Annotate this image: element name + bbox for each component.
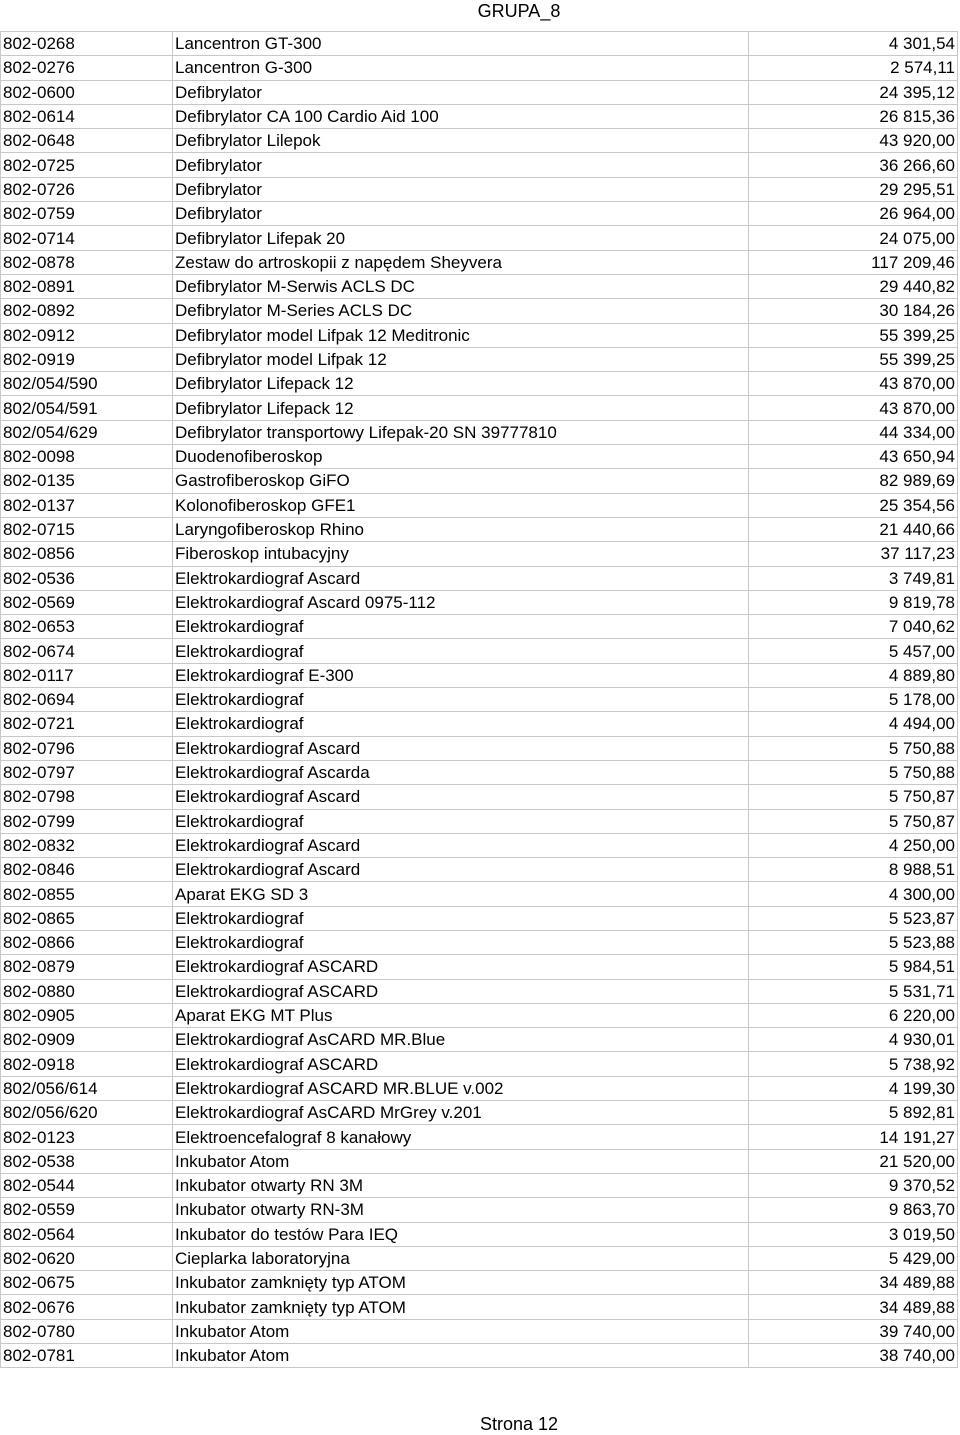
item-code: 802-0796 xyxy=(1,736,173,760)
item-price: 30 184,26 xyxy=(749,299,958,323)
item-price: 44 334,00 xyxy=(749,420,958,444)
item-price: 21 440,66 xyxy=(749,517,958,541)
item-name: Inkubator otwarty RN-3M xyxy=(173,1198,749,1222)
item-name: Elektrokardiograf xyxy=(173,639,749,663)
table-row xyxy=(1,1003,958,1027)
item-code: 802-0726 xyxy=(1,177,173,201)
item-code: 802-0098 xyxy=(1,445,173,469)
item-code: 802-0856 xyxy=(1,542,173,566)
table-row xyxy=(1,420,958,444)
item-code: 802-0569 xyxy=(1,590,173,614)
item-price: 6 220,00 xyxy=(749,1003,958,1027)
item-name: Defibrylator Lifepak 20 xyxy=(173,226,749,250)
table-row xyxy=(1,226,958,250)
item-code: 802-0276 xyxy=(1,56,173,80)
item-name: Lancentron G-300 xyxy=(173,56,749,80)
table-row xyxy=(1,736,958,760)
item-name: Duodenofiberoskop xyxy=(173,445,749,469)
item-price: 3 749,81 xyxy=(749,566,958,590)
item-name: Inkubator otwarty RN 3M xyxy=(173,1173,749,1197)
table-row xyxy=(1,347,958,371)
item-price: 39 740,00 xyxy=(749,1319,958,1343)
item-name: Fiberoskop intubacyjny xyxy=(173,542,749,566)
table-row xyxy=(1,1052,958,1076)
item-name: Defibrylator xyxy=(173,153,749,177)
item-name: Aparat EKG SD 3 xyxy=(173,882,749,906)
table-row xyxy=(1,250,958,274)
page-header xyxy=(0,0,960,22)
inventory-table xyxy=(0,31,958,1368)
item-name: Defibrylator Lilepok xyxy=(173,129,749,153)
table-row xyxy=(1,1076,958,1100)
item-code: 802-0538 xyxy=(1,1149,173,1173)
item-name: Inkubator Atom xyxy=(173,1344,749,1368)
item-price: 5 457,00 xyxy=(749,639,958,663)
item-name: Inkubator zamknięty typ ATOM xyxy=(173,1295,749,1319)
item-price: 36 266,60 xyxy=(749,153,958,177)
table-row xyxy=(1,1173,958,1197)
item-code: 802-0846 xyxy=(1,858,173,882)
item-price: 14 191,27 xyxy=(749,1125,958,1149)
item-name: Elektroencefalograf 8 kanałowy xyxy=(173,1125,749,1149)
item-price: 4 494,00 xyxy=(749,712,958,736)
item-code: 802-0600 xyxy=(1,80,173,104)
item-name: Elektrokardiograf xyxy=(173,930,749,954)
table-row xyxy=(1,396,958,420)
item-price: 29 295,51 xyxy=(749,177,958,201)
table-row xyxy=(1,1149,958,1173)
item-code: 802-0866 xyxy=(1,930,173,954)
item-code: 802/054/590 xyxy=(1,372,173,396)
item-price: 5 750,88 xyxy=(749,760,958,784)
table-row xyxy=(1,542,958,566)
item-code: 802-0799 xyxy=(1,809,173,833)
item-name: Elektrokardiograf ASCARD xyxy=(173,955,749,979)
item-name: Elektrokardiograf xyxy=(173,712,749,736)
item-price: 26 964,00 xyxy=(749,202,958,226)
page-footer xyxy=(0,1413,960,1435)
item-code: 802-0614 xyxy=(1,104,173,128)
item-name: Zestaw do artroskopii z napędem Sheyvera xyxy=(173,250,749,274)
item-code: 802-0880 xyxy=(1,979,173,1003)
item-code: 802-0759 xyxy=(1,202,173,226)
item-price: 5 984,51 xyxy=(749,955,958,979)
item-name: Elektrokardiograf xyxy=(173,615,749,639)
item-code: 802-0919 xyxy=(1,347,173,371)
table-row xyxy=(1,32,958,56)
item-price: 117 209,46 xyxy=(749,250,958,274)
item-price: 9 863,70 xyxy=(749,1198,958,1222)
table-row xyxy=(1,274,958,298)
item-code: 802-0832 xyxy=(1,833,173,857)
item-price: 21 520,00 xyxy=(749,1149,958,1173)
item-name: Defibrylator model Lifpak 12 xyxy=(173,347,749,371)
item-name: Elektrokardiograf Ascard xyxy=(173,858,749,882)
item-price: 55 399,25 xyxy=(749,347,958,371)
item-name: Elektrokardiograf Ascard xyxy=(173,785,749,809)
item-code: 802-0714 xyxy=(1,226,173,250)
item-price: 37 117,23 xyxy=(749,542,958,566)
item-name: Elektrokardiograf AsCARD MR.Blue xyxy=(173,1028,749,1052)
table-row xyxy=(1,882,958,906)
item-name: Kolonofiberoskop GFE1 xyxy=(173,493,749,517)
table-row xyxy=(1,809,958,833)
item-name: Elektrokardiograf Ascard xyxy=(173,566,749,590)
table-row xyxy=(1,955,958,979)
item-price: 43 870,00 xyxy=(749,372,958,396)
item-code: 802-0544 xyxy=(1,1173,173,1197)
table-row xyxy=(1,202,958,226)
table-row xyxy=(1,566,958,590)
item-price: 4 301,54 xyxy=(749,32,958,56)
item-name: Elektrokardiograf ASCARD xyxy=(173,1052,749,1076)
item-name: Laryngofiberoskop Rhino xyxy=(173,517,749,541)
item-code: 802-0798 xyxy=(1,785,173,809)
item-price: 9 370,52 xyxy=(749,1173,958,1197)
item-price: 5 531,71 xyxy=(749,979,958,1003)
item-code: 802-0135 xyxy=(1,469,173,493)
table-row xyxy=(1,858,958,882)
item-code: 802-0123 xyxy=(1,1125,173,1149)
item-code: 802-0780 xyxy=(1,1319,173,1343)
item-price: 5 738,92 xyxy=(749,1052,958,1076)
item-name: Defibrylator M-Serwis ACLS DC xyxy=(173,274,749,298)
item-price: 8 988,51 xyxy=(749,858,958,882)
item-code: 802-0721 xyxy=(1,712,173,736)
table-row xyxy=(1,590,958,614)
item-name: Defibrylator Lifepack 12 xyxy=(173,396,749,420)
table-row xyxy=(1,639,958,663)
item-code: 802-0559 xyxy=(1,1198,173,1222)
item-name: Elektrokardiograf Ascard xyxy=(173,833,749,857)
item-code: 802-0797 xyxy=(1,760,173,784)
table-row xyxy=(1,1344,958,1368)
item-price: 5 523,87 xyxy=(749,906,958,930)
item-name: Elektrokardiograf Ascard 0975-112 xyxy=(173,590,749,614)
item-code: 802-0137 xyxy=(1,493,173,517)
item-name: Elektrokardiograf xyxy=(173,906,749,930)
item-price: 5 750,87 xyxy=(749,809,958,833)
item-price: 4 199,30 xyxy=(749,1076,958,1100)
item-code: 802-0564 xyxy=(1,1222,173,1246)
item-name: Aparat EKG MT Plus xyxy=(173,1003,749,1027)
item-code: 802-0676 xyxy=(1,1295,173,1319)
item-name: Elektrokardiograf Ascarda xyxy=(173,760,749,784)
table-row xyxy=(1,1271,958,1295)
table-row xyxy=(1,712,958,736)
item-price: 9 819,78 xyxy=(749,590,958,614)
table-row xyxy=(1,615,958,639)
item-code: 802/056/620 xyxy=(1,1101,173,1125)
item-price: 43 870,00 xyxy=(749,396,958,420)
item-name: Lancentron GT-300 xyxy=(173,32,749,56)
item-name: Defibrylator model Lifpak 12 Meditronic xyxy=(173,323,749,347)
item-code: 802-0865 xyxy=(1,906,173,930)
table-row xyxy=(1,445,958,469)
item-code: 802-0620 xyxy=(1,1246,173,1270)
item-name: Elektrokardiograf AsCARD MrGrey v.201 xyxy=(173,1101,749,1125)
item-price: 55 399,25 xyxy=(749,323,958,347)
item-price: 43 650,94 xyxy=(749,445,958,469)
item-code: 802-0918 xyxy=(1,1052,173,1076)
item-price: 4 930,01 xyxy=(749,1028,958,1052)
table-row xyxy=(1,930,958,954)
item-price: 25 354,56 xyxy=(749,493,958,517)
item-price: 26 815,36 xyxy=(749,104,958,128)
item-code: 802-0781 xyxy=(1,1344,173,1368)
item-code: 802-0715 xyxy=(1,517,173,541)
item-name: Inkubator zamknięty typ ATOM xyxy=(173,1271,749,1295)
item-name: Defibrylator xyxy=(173,177,749,201)
table-row xyxy=(1,1125,958,1149)
item-price: 5 750,88 xyxy=(749,736,958,760)
item-price: 4 300,00 xyxy=(749,882,958,906)
table-row xyxy=(1,104,958,128)
table-row xyxy=(1,1246,958,1270)
table-row xyxy=(1,153,958,177)
item-name: Inkubator Atom xyxy=(173,1149,749,1173)
item-price: 5 178,00 xyxy=(749,688,958,712)
table-row xyxy=(1,1028,958,1052)
table-row xyxy=(1,1295,958,1319)
item-code: 802-0694 xyxy=(1,688,173,712)
item-code: 802/056/614 xyxy=(1,1076,173,1100)
table-row xyxy=(1,979,958,1003)
item-code: 802-0725 xyxy=(1,153,173,177)
item-price: 29 440,82 xyxy=(749,274,958,298)
item-name: Inkubator Atom xyxy=(173,1319,749,1343)
item-name: Defibrylator xyxy=(173,202,749,226)
item-code: 802-0117 xyxy=(1,663,173,687)
item-price: 4 250,00 xyxy=(749,833,958,857)
item-price: 5 750,87 xyxy=(749,785,958,809)
table-row xyxy=(1,177,958,201)
item-code: 802-0536 xyxy=(1,566,173,590)
item-code: 802-0878 xyxy=(1,250,173,274)
item-price: 5 523,88 xyxy=(749,930,958,954)
table-row xyxy=(1,56,958,80)
item-price: 82 989,69 xyxy=(749,469,958,493)
table-row xyxy=(1,1319,958,1343)
item-price: 5 892,81 xyxy=(749,1101,958,1125)
table-row xyxy=(1,833,958,857)
item-code: 802-0909 xyxy=(1,1028,173,1052)
item-price: 38 740,00 xyxy=(749,1344,958,1368)
table-row xyxy=(1,688,958,712)
item-price: 2 574,11 xyxy=(749,56,958,80)
table-row xyxy=(1,1222,958,1246)
table-row xyxy=(1,663,958,687)
table-row xyxy=(1,785,958,809)
item-price: 43 920,00 xyxy=(749,129,958,153)
item-name: Inkubator do testów Para IEQ xyxy=(173,1222,749,1246)
table-row xyxy=(1,372,958,396)
item-name: Defibrylator M-Series ACLS DC xyxy=(173,299,749,323)
table-row xyxy=(1,517,958,541)
table-row xyxy=(1,323,958,347)
item-code: 802-0653 xyxy=(1,615,173,639)
item-name: Defibrylator xyxy=(173,80,749,104)
item-price: 24 395,12 xyxy=(749,80,958,104)
item-code: 802-0905 xyxy=(1,1003,173,1027)
table-row xyxy=(1,129,958,153)
item-code: 802-0648 xyxy=(1,129,173,153)
item-code: 802/054/629 xyxy=(1,420,173,444)
table-row xyxy=(1,1198,958,1222)
item-name: Elektrokardiograf E-300 xyxy=(173,663,749,687)
item-code: 802-0675 xyxy=(1,1271,173,1295)
item-name: Defibrylator Lifepack 12 xyxy=(173,372,749,396)
item-price: 7 040,62 xyxy=(749,615,958,639)
inventory-table-body xyxy=(1,32,958,1368)
item-code: 802-0912 xyxy=(1,323,173,347)
item-price: 3 019,50 xyxy=(749,1222,958,1246)
group-title: GRUPA_8 xyxy=(477,1,561,21)
item-price: 24 075,00 xyxy=(749,226,958,250)
table-row xyxy=(1,760,958,784)
table-row xyxy=(1,1101,958,1125)
item-name: Elektrokardiograf ASCARD xyxy=(173,979,749,1003)
item-code: 802-0268 xyxy=(1,32,173,56)
item-price: 5 429,00 xyxy=(749,1246,958,1270)
item-price: 34 489,88 xyxy=(749,1295,958,1319)
item-name: Defibrylator transportowy Lifepak-20 SN 39777810 xyxy=(173,420,749,444)
item-code: 802-0891 xyxy=(1,274,173,298)
item-name: Elektrokardiograf xyxy=(173,688,749,712)
table-row xyxy=(1,299,958,323)
page-number: Strona 12 xyxy=(479,1414,559,1434)
table-row xyxy=(1,469,958,493)
table-row xyxy=(1,906,958,930)
table-row xyxy=(1,80,958,104)
item-code: 802/054/591 xyxy=(1,396,173,420)
item-name: Elektrokardiograf ASCARD MR.BLUE v.002 xyxy=(173,1076,749,1100)
item-code: 802-0855 xyxy=(1,882,173,906)
item-name: Gastrofiberoskop GiFO xyxy=(173,469,749,493)
item-code: 802-0892 xyxy=(1,299,173,323)
table-row xyxy=(1,493,958,517)
item-name: Defibrylator CA 100 Cardio Aid 100 xyxy=(173,104,749,128)
item-code: 802-0879 xyxy=(1,955,173,979)
item-code: 802-0674 xyxy=(1,639,173,663)
item-name: Elektrokardiograf Ascard xyxy=(173,736,749,760)
item-name: Cieplarka laboratoryjna xyxy=(173,1246,749,1270)
item-name: Elektrokardiograf xyxy=(173,809,749,833)
item-price: 34 489,88 xyxy=(749,1271,958,1295)
item-price: 4 889,80 xyxy=(749,663,958,687)
